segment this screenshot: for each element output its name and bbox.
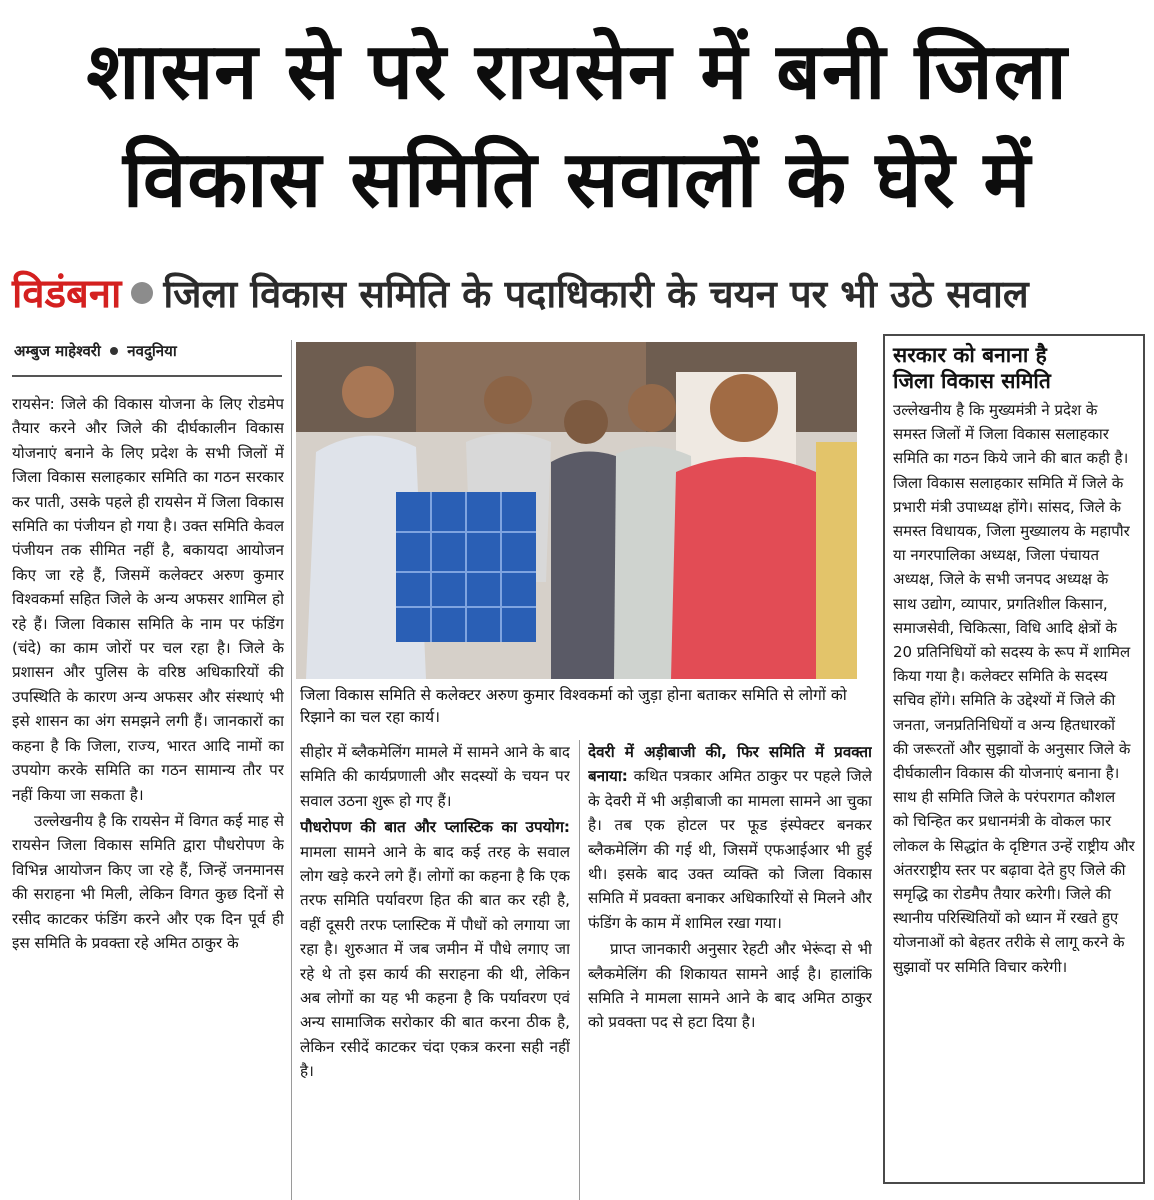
sidebar-title-line-1: सरकार को बनाना है xyxy=(893,343,1047,367)
kicker-label: विडंबना xyxy=(12,271,122,317)
bullet-dot-icon xyxy=(131,282,153,304)
sidebar-box xyxy=(883,334,1145,1184)
byline-divider xyxy=(12,375,282,377)
col3-paragraph-1 xyxy=(588,740,872,935)
byline xyxy=(14,341,177,361)
col2-paragraph-2-text: मामला सामने आने के बाद कई तरह के सवाल लोग खड़े करने लगे हैं। लोगों का कहना है कि एक तरफ समिति पर्यावरण हित की बात कर रही है, वहीं दूसरी तरफ प्लास्टिक में पौधों को लगाया जा रहा है। शुरुआत में जब जमीन में पौधे लगाए जा रहे थे तो इस कार्य की सराहना की थी, लेकिन अब लोगों का यह भी कहना है कि पर्यावरण एवं अन्य सामाजिक सरोकार की बात करना ठीक है, लेकिन रसीदें काटकर चंदा एकत्र करना सही नहीं है। xyxy=(300,842,570,1081)
sidebar-body: उल्लेखनीय है कि मुख्यमंत्री ने प्रदेश के समस्त जिलों में जिला विकास सलाहकार समिति का गठन किये जाने की बात कही है। जिला विकास सलाहकार समिति में जिले के प्रभारी मंत्री उपाध्यक्ष होंगे। सांसद, जिले के समस्त विधायक, जिला मुख्यालय के महापौर या नगरपालिका अध्यक्ष, जिला पंचायत अध्यक्ष, जिले के सभी जनपद अध्यक्ष के साथ उद्योग, व्यापार, प्रगतिशील किसान, समाजसेवी, चिकित्सा, विधि आदि क्षेत्रों के 20 प्रतिनिधियों को सदस्य के रूप में शामिल किया गया है। कलेक्टर समिति के सदस्य सचिव होंगे। समिति के उद्देश्यों में जिले की जनता, जनप्रतिनिधियों व अन्य हितधारकों की जरूरतों और सुझावों के अनुसार जिले के दीर्घकालीन विकास की योजनाएं बनाना है। साथ ही समिति जिले के परंपरागत कौशल को चिन्हित कर प्रधानमंत्री के वोकल फार लोकल के सिद्धांत के दृष्टिगत उन्हें राष्ट्रीय और अंतरराष्ट्रीय स्तर पर बढ़ावा देते हुए जिले की समृद्धि का रोडमैप तैयार करेगी। जिले की स्थानीय परिस्थितियों को ध्यान में रखते हुए योजनाओं को बेहतर तरीके से लागू करने के सुझावों पर समिति विचार करेगी। xyxy=(893,401,1135,976)
col1-paragraph-2: उल्लेखनीय है कि रायसेन में विगत कई माह से रायसेन जिला विकास समिति द्वारा पौधरोपण के विभिन्न आयोजन किए जा रहे हैं, जिन्हें जनमानस की सराहना भी मिली, लेकिन विगत कुछ दिनों से रसीद काटकर फंडिंग करने और एक दिन पूर्व ही इस समिति के प्रवक्ता रहे अमित ठाकुर के xyxy=(12,811,284,952)
photo-person-6-body xyxy=(816,442,857,679)
byline-dot-icon xyxy=(110,347,118,355)
photo-illustration xyxy=(296,342,857,679)
photo-caption: जिला विकास समिति से कलेक्टर अरुण कुमार विश्वकर्मा को जुड़ा होना बताकर समिति से लोगों को रिझाने का चल रहा कार्य। xyxy=(300,686,847,726)
col1-paragraph-1: रायसेन: जिले की विकास योजना के लिए रोडमेप तैयार करने और जिले की दीर्घकालीन विकास योजनाएं बनाने के लिए प्रदेश के सभी जिलों में जिला विकास सलाहकार समिति का गठन सरकार कर पाती, उसके पहले ही रायसेन में जिला विकास समिति का पंजीयन हो गया है। उक्त समिति केवल पंजीयन तक सीमित नहीं है, बकायदा आयोजन किए जा रहे हैं, जिसमें कलेक्टर अरुण कुमार विश्वकर्मा सहित जिले के अन्य अफसर शामिल हो रहे हैं। जिला विकास समिति के नाम पर फंडिंग (चंदे) का काम जोरों पर चल रहा है। जिले के प्रशासन और पुलिस के वरिष्ठ अधिकारियों की उपस्थिति के कारण अन्य अफसर और संस्थाएं भी इसे शासन का अंग समझने लगी हैं। जानकारों का कहना है कि जिला, राज्य, भारत आदि नामों का उपयोग करके समिति का गठन सामान्य तौर पर नहीं किया जा सकता है। xyxy=(12,395,284,804)
photo-person-4-head xyxy=(628,384,676,432)
headline-line-1: शासन से परे रायसेन में बनी जिला xyxy=(86,27,1068,117)
sidebar-title xyxy=(893,342,1135,394)
byline-paper: नवदुनिया xyxy=(127,342,177,360)
col3-paragraph-1-text: कथित पत्रकार अमित ठाकुर पर पहले जिले के देवरी में भी अड़ीबाजी का मामला सामने आ चुका है। तब एक होटल पर फूड इंस्पेक्टर बनकर ब्लैकमेलिंग की गई थी, जिसमें एफआईआर भी हुई थी। इसके बाद उक्त व्यक्ति को जिला विकास समिति में प्रवक्ता बनाकर अधिकारियों से मिलने और फंडिंग के काम में शामिल रखा गया। xyxy=(588,767,872,932)
col2-paragraph-2 xyxy=(300,815,570,1083)
sidebar-title-line-2: जिला विकास समिति xyxy=(893,369,1051,393)
column-divider-2 xyxy=(579,740,580,1200)
col3-subheading: देवरी में अड़ीबाजी की, फिर समिति में प्रवक्ता बनाया: xyxy=(588,743,872,786)
article-column-3 xyxy=(588,740,872,1200)
subheadline-text: जिला विकास समिति के पदाधिकारी के चयन पर भी उठे सवाल xyxy=(163,272,1029,316)
col2-subheading: पौधरोपण की बात और प्लास्टिक का उपयोग: xyxy=(300,818,570,837)
subheadline xyxy=(12,262,1152,326)
article-column-2 xyxy=(300,740,570,1200)
column-divider-1 xyxy=(291,340,292,1200)
col3-paragraph-2: प्राप्त जानकारी अनुसार रेहटी और भेरूंदा से भी ब्लैकमेलिंग की शिकायत सामने आई है। हालांकि समिति ने मामला सामने आने के बाद अमित ठाकुर को प्रवक्ता पद से हटा दिया है। xyxy=(588,940,872,1032)
photo-person-1-head xyxy=(342,366,394,418)
headline-line-2: विकास समिति सवालों के घेरे में xyxy=(122,135,1032,225)
photo-person-5-body xyxy=(671,457,836,679)
article-column-1 xyxy=(12,392,284,1200)
news-photo xyxy=(296,342,857,679)
photo-person-3-head xyxy=(564,400,608,444)
headline xyxy=(0,18,1154,234)
photo-person-2-head xyxy=(484,376,532,424)
byline-author: अम्बुज माहेश्वरी xyxy=(14,342,101,360)
photo-person-5-head xyxy=(710,374,778,442)
col2-paragraph-1: सीहोर में ब्लैकमेलिंग मामले में सामने आने के बाद समिति की कार्यप्रणाली और सदस्यों के चयन पर सवाल उठना शुरू हो गए हैं। xyxy=(300,743,570,810)
